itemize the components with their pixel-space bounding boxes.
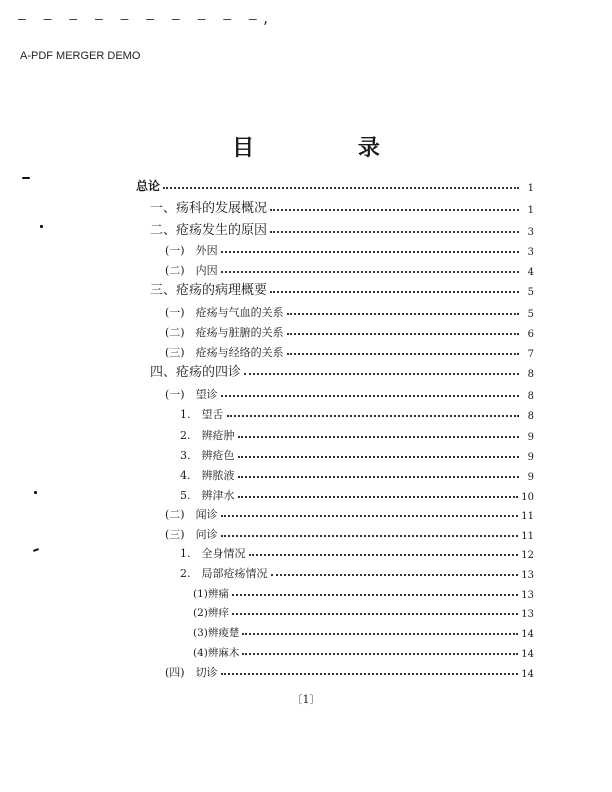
toc-entry-label: (一) 望诊 — [165, 388, 218, 401]
toc-leader-dots — [221, 270, 519, 273]
toc-entry-page: 14 — [521, 649, 534, 660]
toc-entry-page: 7 — [527, 349, 534, 360]
toc-entry — [165, 342, 534, 360]
toc-entry — [165, 240, 534, 258]
toc-leader-dots — [242, 632, 518, 635]
toc-entry-page: 1 — [527, 205, 534, 216]
toc-entry-label: 三、疮疡的病理概要 — [150, 283, 268, 298]
toc-entry-page: 8 — [527, 369, 534, 380]
toc-leader-dots — [221, 250, 519, 253]
toc-entry-label: (3)辨痠楚 — [193, 627, 240, 639]
toc-leader-dots — [244, 372, 519, 375]
toc-entry-label: (一) 外因 — [165, 244, 218, 257]
toc-entry-label: 5. 辨津水 — [180, 489, 235, 502]
toc-leader-dots — [221, 514, 519, 517]
toc-leader-dots — [232, 612, 518, 615]
toc-entry-label: 1. 望舌 — [180, 408, 224, 421]
toc-entry — [150, 198, 534, 216]
toc-entry — [165, 302, 534, 320]
toc-leader-dots — [270, 290, 519, 293]
toc-entry — [193, 583, 534, 601]
toc-leader-dots — [238, 455, 520, 458]
toc-entry-label: 2. 辨疮肿 — [180, 429, 235, 442]
toc-entry-label: (二) 内因 — [165, 264, 218, 277]
toc-entry — [150, 280, 534, 298]
toc-entry-label: (2)辨痒 — [193, 607, 229, 619]
toc-entry-page: 12 — [521, 550, 534, 561]
toc-leader-dots — [221, 534, 519, 537]
toc-entry-page: 11 — [521, 531, 534, 542]
toc-entry-label: 1. 全身情况 — [180, 547, 246, 560]
toc-entry-page: 14 — [521, 669, 534, 680]
toc-entry-label: 3. 辨疮色 — [180, 449, 235, 462]
watermark-text: A-PDF MERGER DEMO — [20, 50, 141, 62]
toc-entry-page: 13 — [521, 609, 534, 620]
toc-entry — [165, 322, 534, 340]
toc-entry-page: 5 — [527, 287, 534, 298]
toc-entry — [193, 622, 534, 640]
page-number-footer: 〔1〕 — [291, 693, 321, 706]
toc-entry-page: 13 — [521, 590, 534, 601]
toc-leader-dots — [242, 652, 518, 655]
header-dash-line: — — — — — — — — — —, — [18, 12, 275, 26]
toc-entry — [165, 524, 534, 542]
scan-speck — [22, 177, 30, 179]
toc-entry — [150, 362, 534, 380]
toc-entry — [165, 260, 534, 278]
toc-entry-label: (三) 疮疡与经络的关系 — [165, 346, 284, 359]
toc-entry-page: 9 — [527, 452, 534, 463]
toc-entry — [136, 176, 534, 194]
toc-entry-label: (1)辨痛 — [193, 588, 229, 600]
toc-entry-page: 13 — [521, 570, 534, 581]
toc-leader-dots — [287, 332, 519, 335]
toc-entry — [180, 543, 534, 561]
toc-entry-label: 总论 — [136, 179, 161, 193]
toc-entry — [180, 485, 534, 503]
toc-entry — [193, 602, 534, 620]
toc-entry — [150, 220, 534, 238]
toc-entry-page: 5 — [527, 309, 534, 320]
toc-entry-page: 8 — [527, 411, 534, 422]
toc-entry-label: 一、疡科的发展概况 — [150, 201, 268, 216]
toc-entry-label: (二) 闻诊 — [165, 508, 218, 521]
toc-entry-page: 4 — [527, 267, 534, 278]
toc-entry — [193, 642, 534, 660]
toc-entry — [165, 662, 534, 680]
toc-entry-page: 6 — [527, 329, 534, 340]
toc-entry-label: 四、疮疡的四诊 — [150, 365, 242, 380]
toc-entry-label: 二、疮疡发生的原因 — [150, 223, 268, 238]
toc-entry-label: (三) 问诊 — [165, 528, 218, 541]
scan-speck — [34, 491, 37, 494]
toc-entry-page: 14 — [521, 629, 534, 640]
toc-entry — [180, 404, 534, 422]
toc-entry — [165, 384, 534, 402]
toc-leader-dots — [221, 394, 519, 397]
toc-entry-page: 9 — [527, 432, 534, 443]
scan-speck — [40, 225, 43, 228]
toc-entry-page: 11 — [521, 511, 534, 522]
toc-entry-page: 3 — [527, 247, 534, 258]
toc-leader-dots — [238, 435, 520, 438]
toc-leader-dots — [271, 573, 519, 576]
toc-leader-dots — [221, 672, 519, 675]
toc-entry-label: 2. 局部疮疡情况 — [180, 567, 268, 580]
page-title: 目 录 — [232, 135, 428, 161]
toc-leader-dots — [238, 495, 519, 498]
toc-entry-page: 3 — [527, 227, 534, 238]
toc-entry-page: 8 — [527, 391, 534, 402]
toc-entry-label: 4. 辨脓液 — [180, 469, 235, 482]
toc-entry-label: (4)辨麻木 — [193, 647, 240, 659]
toc-entry — [180, 425, 534, 443]
toc-leader-dots — [270, 230, 519, 233]
toc-entry-page: 9 — [527, 472, 534, 483]
toc-leader-dots — [287, 312, 519, 315]
toc-leader-dots — [232, 593, 518, 596]
toc-entry-label: (四) 切诊 — [165, 666, 218, 679]
toc-entry — [180, 563, 534, 581]
toc-entry — [165, 504, 534, 522]
toc-entry — [180, 465, 534, 483]
toc-entry-page: 1 — [527, 183, 534, 194]
toc-leader-dots — [249, 553, 519, 556]
toc-leader-dots — [163, 186, 519, 189]
toc-entry-label: (二) 疮疡与脏腑的关系 — [165, 326, 284, 339]
toc-leader-dots — [270, 208, 519, 211]
toc-entry — [180, 445, 534, 463]
toc-leader-dots — [238, 475, 520, 478]
toc-leader-dots — [227, 414, 520, 417]
toc-entry-page: 10 — [521, 492, 534, 503]
toc-entry-label: (一) 疮疡与气血的关系 — [165, 306, 284, 319]
toc-leader-dots — [287, 352, 519, 355]
